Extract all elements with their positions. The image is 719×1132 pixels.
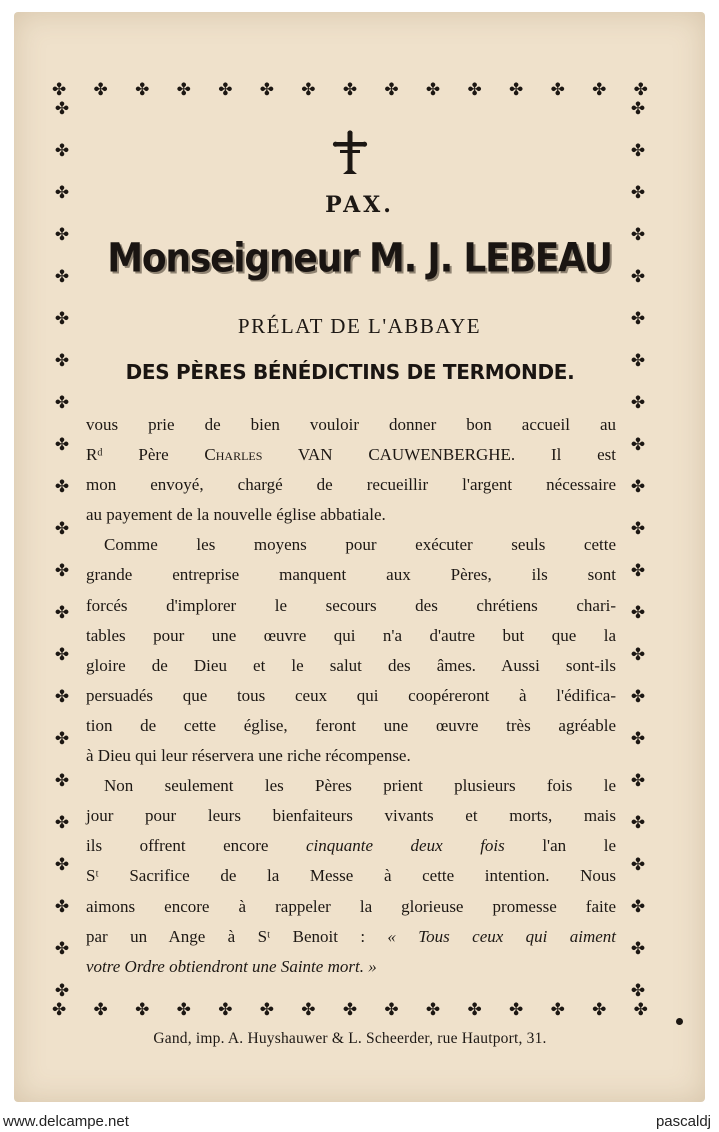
fleuron-icon: ✤ — [54, 855, 70, 875]
printer-imprint: Gand, imp. A. Huyshauwer & L. Scheerder, rue Hautport, 31. — [153, 1030, 547, 1047]
border-top — [52, 80, 648, 100]
fleuron-icon: ✤ — [54, 519, 70, 539]
fleuron-icon: ✤ — [630, 561, 646, 581]
watermark-seller: pascaldj — [655, 1113, 711, 1130]
fleuron-icon: ✤ — [630, 225, 646, 245]
fleuron-icon: ✤ — [425, 1000, 441, 1020]
fleuron-icon: ✤ — [630, 771, 646, 791]
fleuron-icon: ✤ — [633, 1000, 648, 1020]
appeal-text — [86, 410, 616, 982]
fleuron-icon: ✤ — [54, 603, 70, 623]
fleuron-icon: ✤ — [54, 981, 70, 1000]
fleuron-icon: ✤ — [52, 80, 67, 100]
fleuron-icon: ✤ — [592, 1000, 607, 1020]
text-line: tion de cette église, feront une œuvre très agréable — [86, 715, 616, 735]
fleuron-icon: ✤ — [54, 939, 70, 959]
text-line: grande entreprise manquent aux Pères, ils sont — [86, 565, 616, 585]
text-line: au payement de la nouvelle église abbatiale. — [86, 505, 386, 525]
fleuron-icon: ✤ — [384, 80, 399, 100]
fleuron-icon: ✤ — [176, 80, 191, 100]
fleuron-icon: ✤ — [630, 477, 646, 497]
text-line: mon envoyé, chargé de recueillir l'argent nécessaire — [86, 475, 616, 495]
fleuron-icon: ✤ — [630, 855, 646, 875]
fleuron-icon: ✤ — [630, 351, 646, 371]
fleuron-icon: ✤ — [54, 561, 70, 581]
fleuron-icon: ✤ — [550, 1000, 565, 1020]
fleuron-icon: ✤ — [342, 80, 358, 100]
fleuron-icon: ✤ — [54, 687, 70, 707]
fleuron-icon: ✤ — [54, 309, 70, 329]
fleuron-icon: ✤ — [630, 981, 646, 1000]
fleuron-icon: ✤ — [54, 645, 70, 665]
cross-icon — [330, 130, 370, 176]
ink-dot — [676, 1018, 683, 1025]
fleuron-icon: ✤ — [630, 393, 646, 413]
fleuron-icon: ✤ — [54, 267, 70, 287]
fleuron-icon: ✤ — [630, 813, 646, 833]
fleuron-icon: ✤ — [54, 813, 70, 833]
fleuron-icon: ✤ — [630, 939, 646, 959]
fleuron-icon: ✤ — [218, 1000, 233, 1020]
fleuron-icon: ✤ — [630, 435, 646, 455]
prelate-name: Monseigneur M. J. LEBEAU — [107, 235, 612, 282]
text-line: aimons encore à rappeler la glorieuse promesse faite — [86, 896, 616, 916]
fleuron-icon: ✤ — [633, 80, 648, 100]
fleuron-icon: ✤ — [54, 477, 70, 497]
text-line: Comme les moyens pour exécuter seuls cette — [104, 535, 616, 555]
fleuron-icon: ✤ — [630, 729, 646, 749]
fleuron-icon: ✤ — [425, 80, 441, 100]
text-line: Rᵈ Père Charles VAN CAUWENBERGHE. Il est — [86, 445, 616, 465]
fleuron-icon: ✤ — [259, 1000, 274, 1020]
text-line: Non seulement les Pères prient plusieurs fois le — [104, 776, 616, 796]
fleuron-icon: ✤ — [301, 80, 316, 100]
fleuron-icon: ✤ — [509, 80, 524, 100]
fleuron-icon: ✤ — [550, 80, 565, 100]
fleuron-icon: ✤ — [93, 1000, 108, 1020]
fleuron-icon: ✤ — [630, 897, 646, 917]
fleuron-icon: ✤ — [467, 80, 482, 100]
text-line: votre Ordre obtiendront une Sainte mort. » — [86, 956, 377, 976]
text-line: jour pour leurs bienfaiteurs vivants et morts, mais — [86, 806, 616, 826]
fleuron-icon: ✤ — [54, 100, 70, 119]
text-line: vous prie de bien vouloir donner bon accueil au — [86, 415, 616, 434]
text-line: Sᵗ Sacrifice de la Messe à cette intention. Nous — [86, 866, 616, 886]
fleuron-icon: ✤ — [630, 645, 646, 665]
fleuron-icon: ✤ — [630, 141, 646, 161]
fleuron-icon: ✤ — [630, 519, 646, 539]
abbey-name: DES PÈRES BÉNÉDICTINS DE TERMONDE. — [125, 360, 575, 384]
text-line: forcés d'implorer le secours des chrétiens chari- — [86, 595, 616, 615]
watermark-site: www.delcampe.net — [3, 1113, 129, 1130]
fleuron-icon: ✤ — [54, 729, 70, 749]
fleuron-icon: ✤ — [301, 1000, 316, 1020]
fleuron-icon: ✤ — [592, 80, 607, 100]
prelate-title: PRÉLAT DE L'ABBAYE — [237, 314, 482, 338]
fleuron-icon: ✤ — [467, 1000, 482, 1020]
text-line: gloire de Dieu et le salut des âmes. Aussi sont-ils — [86, 655, 616, 675]
text-line: à Dieu qui leur réservera une riche récompense. — [86, 746, 411, 766]
fleuron-icon: ✤ — [630, 309, 646, 329]
fleuron-icon: ✤ — [54, 435, 70, 455]
text-line: tables pour une œuvre qui n'a d'autre but que la — [86, 625, 616, 645]
fleuron-icon: ✤ — [54, 393, 70, 413]
fleuron-icon: ✤ — [630, 603, 646, 623]
fleuron-icon: ✤ — [259, 80, 274, 100]
fleuron-icon: ✤ — [54, 141, 70, 161]
text-line: persuadés que tous ceux qui coopéreront à l'édifica- — [86, 685, 616, 705]
fleuron-icon: ✤ — [54, 771, 70, 791]
fleuron-icon: ✤ — [630, 183, 646, 203]
fleuron-icon: ✤ — [176, 1000, 191, 1020]
border-bottom — [52, 1000, 648, 1020]
fleuron-icon: ✤ — [54, 183, 70, 203]
fleuron-icon: ✤ — [135, 1000, 150, 1020]
fleuron-icon: ✤ — [342, 1000, 358, 1020]
fleuron-icon: ✤ — [630, 100, 646, 119]
fleuron-icon: ✤ — [135, 80, 150, 100]
fleuron-icon: ✤ — [54, 351, 70, 371]
fleuron-icon: ✤ — [93, 80, 108, 100]
fleuron-icon: ✤ — [630, 687, 646, 707]
fleuron-icon: ✤ — [54, 897, 70, 917]
text-line: par un Ange à Sᵗ Benoit : « Tous ceux qui aiment — [86, 926, 616, 946]
fleuron-icon: ✤ — [630, 267, 646, 287]
fleuron-icon: ✤ — [509, 1000, 524, 1020]
text-line: ils offrent encore cinquante deux fois l'an le — [86, 836, 616, 856]
pax-heading: PAX. — [325, 192, 394, 218]
fleuron-icon: ✤ — [54, 225, 70, 245]
fleuron-icon: ✤ — [218, 80, 233, 100]
fleuron-icon: ✤ — [384, 1000, 399, 1020]
fleuron-icon: ✤ — [52, 1000, 67, 1020]
